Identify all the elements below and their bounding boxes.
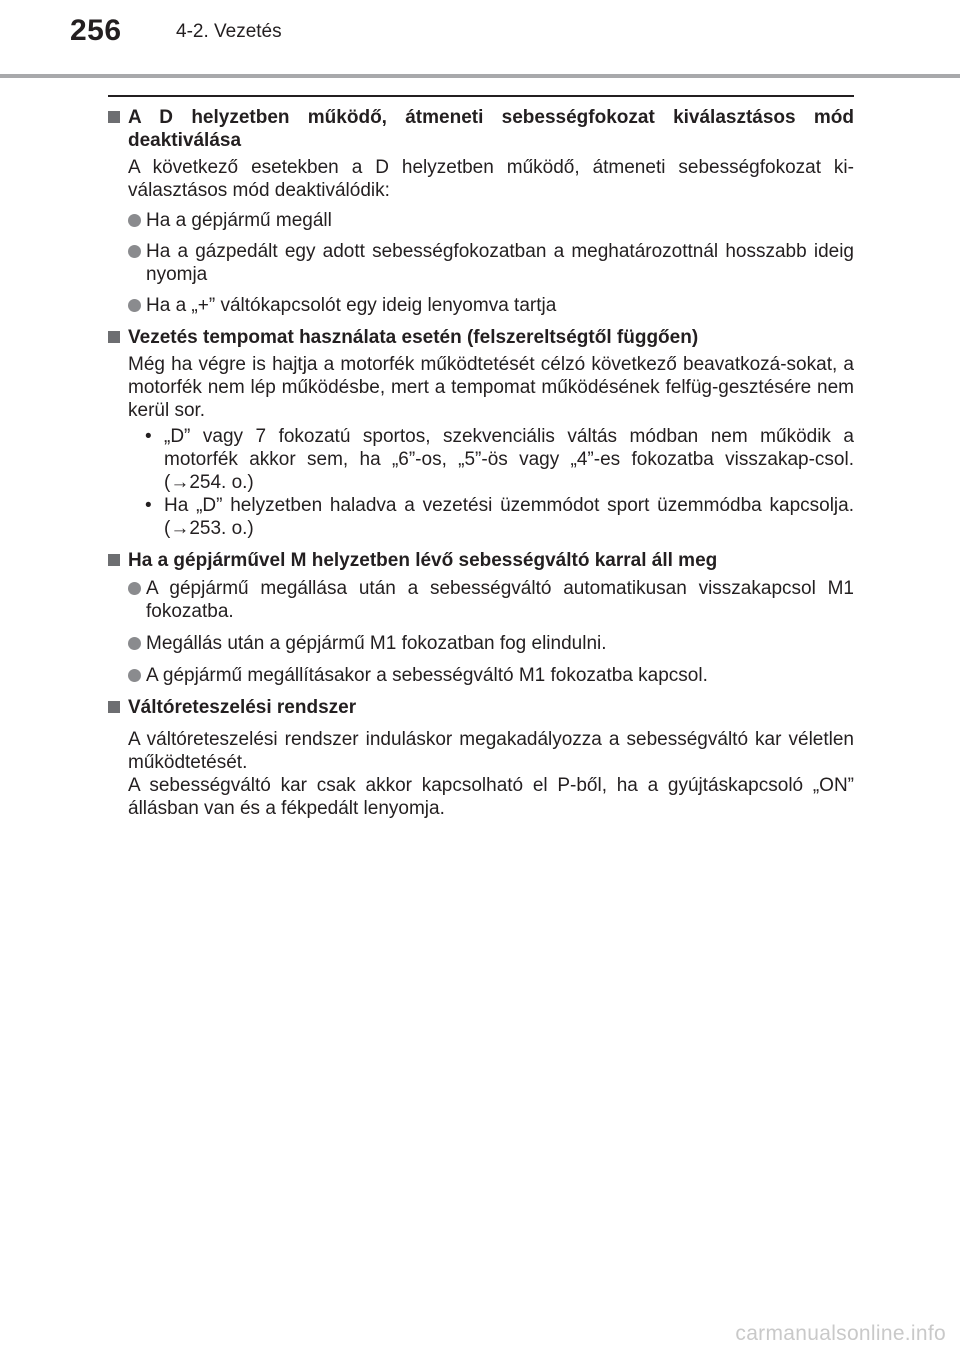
list-item: • „D” vagy 7 fokozatú sportos, szekvenciális váltás módban nem működik a motorfék akkor sem, ha „6”-os, „5”-ös vagy „4”-es fokozatba visszakap-csol. (→254. o.) [145,426,854,493]
page-header [0,0,960,80]
header-rule [0,74,960,78]
section-heading-d-mode: A D helyzetben működő, átmeneti sebességfokozat kiválasztásos mód deaktiválása [108,106,854,152]
list-item: Ha a „+” váltókapcsolót egy ideig lenyomva tartja [108,294,854,317]
list-item: A gépjármű megállása után a sebességváltó automatikusan visszakapcsol M1 fokozatba. [108,577,854,623]
page-number: 256 [70,14,122,47]
circle-bullet-icon [128,582,141,595]
list-item: A gépjármű megállításakor a sebességváltó M1 fokozatba kapcsol. [108,664,854,687]
square-bullet-icon [108,331,120,343]
dot-marker: • [145,495,152,516]
section-intro: A következő esetekben a D helyzetben működő, átmeneti sebességfokozat ki-választásos mód deaktiválódik: [128,157,854,201]
list-item: • Ha „D” helyzetben haladva a vezetési üzemmódot sport üzemmódba kapcsolja. (→253. o.) [145,495,854,539]
section-paragraph: A sebességváltó kar csak akkor kapcsolható el P-ből, ha a gyújtáskapcsoló „ON” állásban van és a fékpedált lenyomja. [128,775,854,819]
section-paragraph: A váltóreteszelési rendszer induláskor megakadályozza a sebességváltó kar véletlen működtetését. [128,729,854,773]
list-item: Ha a gépjármű megáll [108,209,854,232]
dot-marker: • [145,426,152,447]
square-bullet-icon [108,554,120,566]
circle-bullet-icon [128,637,141,650]
list-item: Megállás után a gépjármű M1 fokozatban fog elindulni. [108,632,854,655]
square-bullet-icon [108,111,120,123]
circle-bullet-icon [128,245,141,258]
section-intro: Még ha végre is hajtja a motorfék működtetését célzó következő beavatkozá-sokat, a motorfék nem lép működésbe, mert a tempomat működésének felfüg-gesztésére nem kerül sor. [128,354,854,421]
circle-bullet-icon [128,214,141,227]
watermark: carmanualsonline.info [735,1322,946,1345]
list-item: Ha a gázpedált egy adott sebességfokozatban a meghatározottnál hosszabb ideig nyomja [108,240,854,286]
section-rule [108,95,854,97]
square-bullet-icon [108,701,120,713]
chapter-title: 4-2. Vezetés [176,21,282,42]
section-heading-m-position: Ha a gépjárművel M helyzetben lévő sebességváltó karral áll meg [108,549,854,572]
circle-bullet-icon [128,669,141,682]
section-heading-cruise-control: Vezetés tempomat használata esetén (felszereltségtől függően) [108,326,854,349]
circle-bullet-icon [128,299,141,312]
page-content [108,95,854,820]
section-heading-shift-lock: Váltóreteszelési rendszer [108,696,854,719]
